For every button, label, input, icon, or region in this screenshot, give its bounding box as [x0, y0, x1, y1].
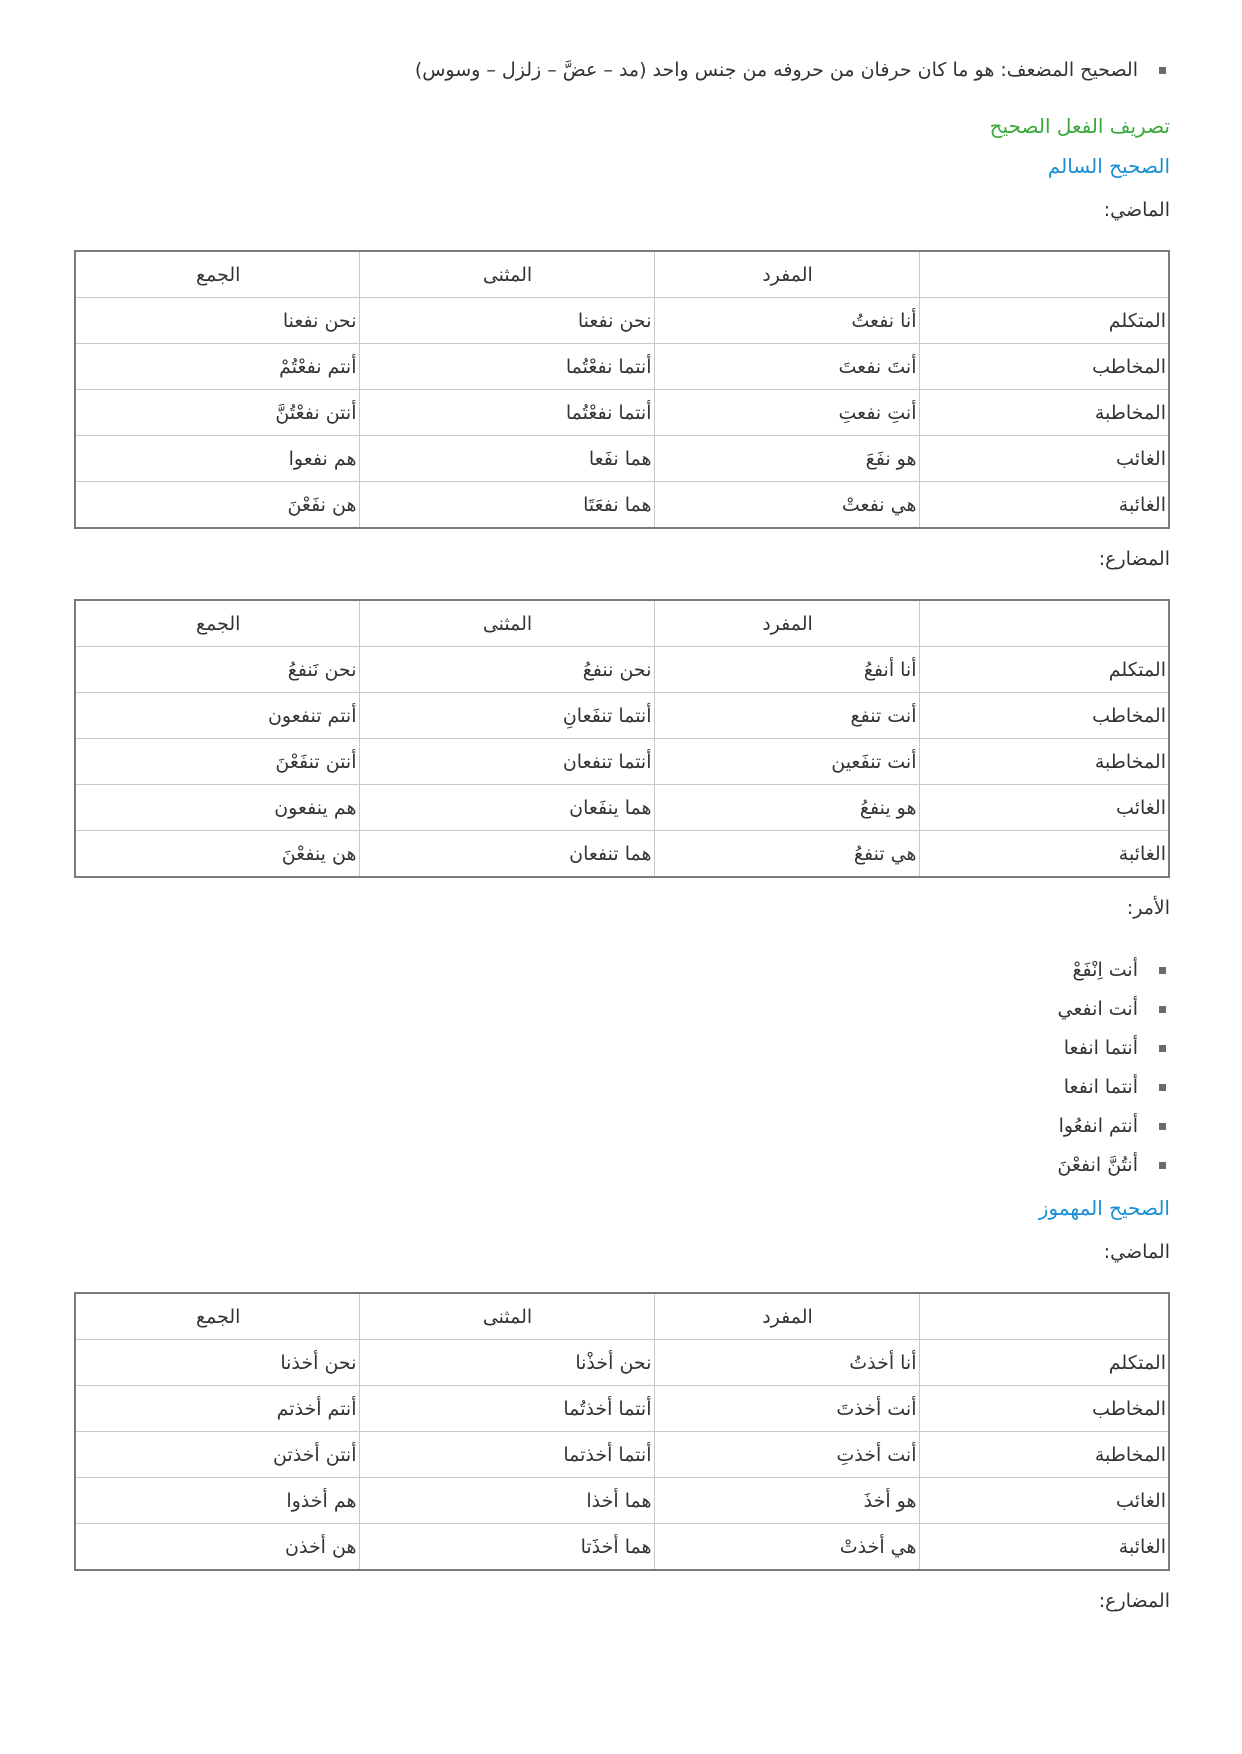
- present-tense-label: المضارع:: [1098, 548, 1170, 570]
- table-cell: أنتِ نفعتِ: [654, 390, 919, 436]
- list-item-text: أنتُنَّ انفعْنَ: [1057, 1154, 1138, 1176]
- table-header-cell: الجمع: [75, 251, 359, 298]
- table-header-cell: [919, 1293, 1169, 1340]
- table-cell: هما تنفعان: [359, 831, 654, 878]
- table-cell: هما أخذَتا: [359, 1524, 654, 1571]
- table-cell: الغائبة: [919, 831, 1169, 878]
- imperative-label: الأمر:: [1126, 897, 1170, 919]
- table-header-cell: الجمع: [75, 1293, 359, 1340]
- table-cell: أنا أنفعُ: [654, 647, 919, 693]
- list-item-text: أنتما انفعا: [1063, 1037, 1138, 1059]
- mahmuz-past-table: [74, 1292, 1170, 1571]
- table-cell: أنت تنفع: [654, 693, 919, 739]
- list-item: [76, 958, 1170, 997]
- table-cell: أنتما نفعْتُما: [359, 344, 654, 390]
- list-item-text: أنت انفعي: [1057, 998, 1138, 1020]
- subsection-heading-salim: الصحيح السالم: [1047, 154, 1170, 178]
- table-cell: أنتما تنفَعانِ: [359, 693, 654, 739]
- list-item-text: الصحيح المضعف: هو ما كان حرفان من حروفه من جنس واحد (مد – عضَّ – زلزل – وسوس): [414, 59, 1138, 81]
- table-row: [75, 1340, 1169, 1386]
- table-cell: المخاطبة: [919, 1432, 1169, 1478]
- table-cell: الغائبة: [919, 482, 1169, 529]
- table-cell: أنتن نفعْتُنَّ: [75, 390, 359, 436]
- table-cell: المتكلم: [919, 298, 1169, 344]
- table-header-cell: المفرد: [654, 600, 919, 647]
- square-bullet-icon: [1159, 1006, 1166, 1013]
- table-row: [75, 1524, 1169, 1571]
- table-cell: الغائبة: [919, 1524, 1169, 1571]
- list-item: [76, 1114, 1170, 1153]
- table-header-cell: [919, 251, 1169, 298]
- square-bullet-icon: [1159, 1045, 1166, 1052]
- table-row: [75, 785, 1169, 831]
- table-cell: المتكلم: [919, 647, 1169, 693]
- table-cell: المخاطب: [919, 693, 1169, 739]
- table-cell: هما نفعَتَا: [359, 482, 654, 529]
- table-cell: أنتم أخذتم: [75, 1386, 359, 1432]
- table-cell: هو ينفعُ: [654, 785, 919, 831]
- table-cell: هما نفَعا: [359, 436, 654, 482]
- table-header-cell: المثنى: [359, 1293, 654, 1340]
- past-tense-label: الماضي:: [1103, 199, 1170, 221]
- table-cell: هما أخذا: [359, 1478, 654, 1524]
- table-row: [75, 344, 1169, 390]
- table-cell: هي أخذتْ: [654, 1524, 919, 1571]
- table-cell: هم أخذوا: [75, 1478, 359, 1524]
- table-header-cell: المثنى: [359, 251, 654, 298]
- salim-present-table: [74, 599, 1170, 878]
- table-cell: المخاطبة: [919, 390, 1169, 436]
- table-cell: هو نفَعَ: [654, 436, 919, 482]
- table-cell: أنتما أخذتُما: [359, 1386, 654, 1432]
- table-cell: الغائب: [919, 785, 1169, 831]
- list-item: [76, 997, 1170, 1036]
- list-item-text: أنت اِنْفَعْ: [1072, 959, 1138, 981]
- table-cell: أنت أخذتَ: [654, 1386, 919, 1432]
- table-row: [75, 390, 1169, 436]
- table-cell: نحن نفعنا: [75, 298, 359, 344]
- intro-list: [76, 58, 1170, 102]
- table-cell: أنت أخذتِ: [654, 1432, 919, 1478]
- table-header-row: [75, 251, 1169, 298]
- square-bullet-icon: [1159, 1084, 1166, 1091]
- table-cell: المخاطبة: [919, 739, 1169, 785]
- table-cell: نحن نفعنا: [359, 298, 654, 344]
- table-cell: هن نفَعْنَ: [75, 482, 359, 529]
- table-row: [75, 1432, 1169, 1478]
- table-cell: أنتما تنفعان: [359, 739, 654, 785]
- table-row: [75, 693, 1169, 739]
- table-row: [75, 647, 1169, 693]
- table-cell: نحن أخذْنا: [359, 1340, 654, 1386]
- list-item: [76, 1153, 1170, 1192]
- imperative-list: [76, 958, 1170, 1192]
- salim-past-table: [74, 250, 1170, 529]
- table-cell: أنا نفعتُ: [654, 298, 919, 344]
- table-row: [75, 831, 1169, 878]
- table-header-row: [75, 1293, 1169, 1340]
- subsection-heading-mahmuz: الصحيح المهموز: [1038, 1196, 1170, 1220]
- list-item: [76, 58, 1170, 102]
- table-cell: الغائب: [919, 1478, 1169, 1524]
- past-tense-label: الماضي:: [1103, 1241, 1170, 1263]
- table-cell: أنتم تنفعون: [75, 693, 359, 739]
- table-row: [75, 1386, 1169, 1432]
- table-row: [75, 739, 1169, 785]
- table-cell: أنتَ نفعتَ: [654, 344, 919, 390]
- table-row: [75, 436, 1169, 482]
- table-cell: المخاطب: [919, 1386, 1169, 1432]
- table-cell: هن ينفعْنَ: [75, 831, 359, 878]
- table-header-cell: المثنى: [359, 600, 654, 647]
- table-cell: أنت تنفَعين: [654, 739, 919, 785]
- table-header-cell: [919, 600, 1169, 647]
- square-bullet-icon: [1159, 67, 1166, 74]
- square-bullet-icon: [1159, 1123, 1166, 1130]
- table-header-row: [75, 600, 1169, 647]
- table-cell: أنتم نفعْتُمْ: [75, 344, 359, 390]
- square-bullet-icon: [1159, 967, 1166, 974]
- table-cell: الغائب: [919, 436, 1169, 482]
- table-cell: هو أخذَ: [654, 1478, 919, 1524]
- table-cell: هن أخذن: [75, 1524, 359, 1571]
- table-header-cell: المفرد: [654, 251, 919, 298]
- table-row: [75, 298, 1169, 344]
- table-cell: هي تنفعُ: [654, 831, 919, 878]
- list-item-text: أنتم انفعُوا: [1058, 1115, 1138, 1137]
- table-cell: نحن ننفعُ: [359, 647, 654, 693]
- table-cell: أنتن أخذتن: [75, 1432, 359, 1478]
- square-bullet-icon: [1159, 1162, 1166, 1169]
- table-cell: أنا أخذتُ: [654, 1340, 919, 1386]
- list-item: [76, 1036, 1170, 1075]
- table-header-cell: المفرد: [654, 1293, 919, 1340]
- table-header-cell: الجمع: [75, 600, 359, 647]
- table-cell: نحن أخذنا: [75, 1340, 359, 1386]
- table-cell: هم ينفعون: [75, 785, 359, 831]
- document-page: [76, 58, 1170, 1629]
- list-item-text: أنتما انفعا: [1063, 1076, 1138, 1098]
- table-cell: أنتما نفعْتُما: [359, 390, 654, 436]
- table-cell: المخاطب: [919, 344, 1169, 390]
- table-cell: هم نفعوا: [75, 436, 359, 482]
- table-cell: أنتن تنفَعْنَ: [75, 739, 359, 785]
- list-item: [76, 1075, 1170, 1114]
- table-cell: المتكلم: [919, 1340, 1169, 1386]
- table-row: [75, 1478, 1169, 1524]
- section-heading: تصريف الفعل الصحيح: [989, 114, 1170, 138]
- table-cell: أنتما أخذتما: [359, 1432, 654, 1478]
- table-cell: هي نفعتْ: [654, 482, 919, 529]
- present-tense-label: المضارع:: [1098, 1590, 1170, 1612]
- table-cell: هما ينفَعان: [359, 785, 654, 831]
- table-cell: نحن نَنفعُ: [75, 647, 359, 693]
- table-row: [75, 482, 1169, 529]
